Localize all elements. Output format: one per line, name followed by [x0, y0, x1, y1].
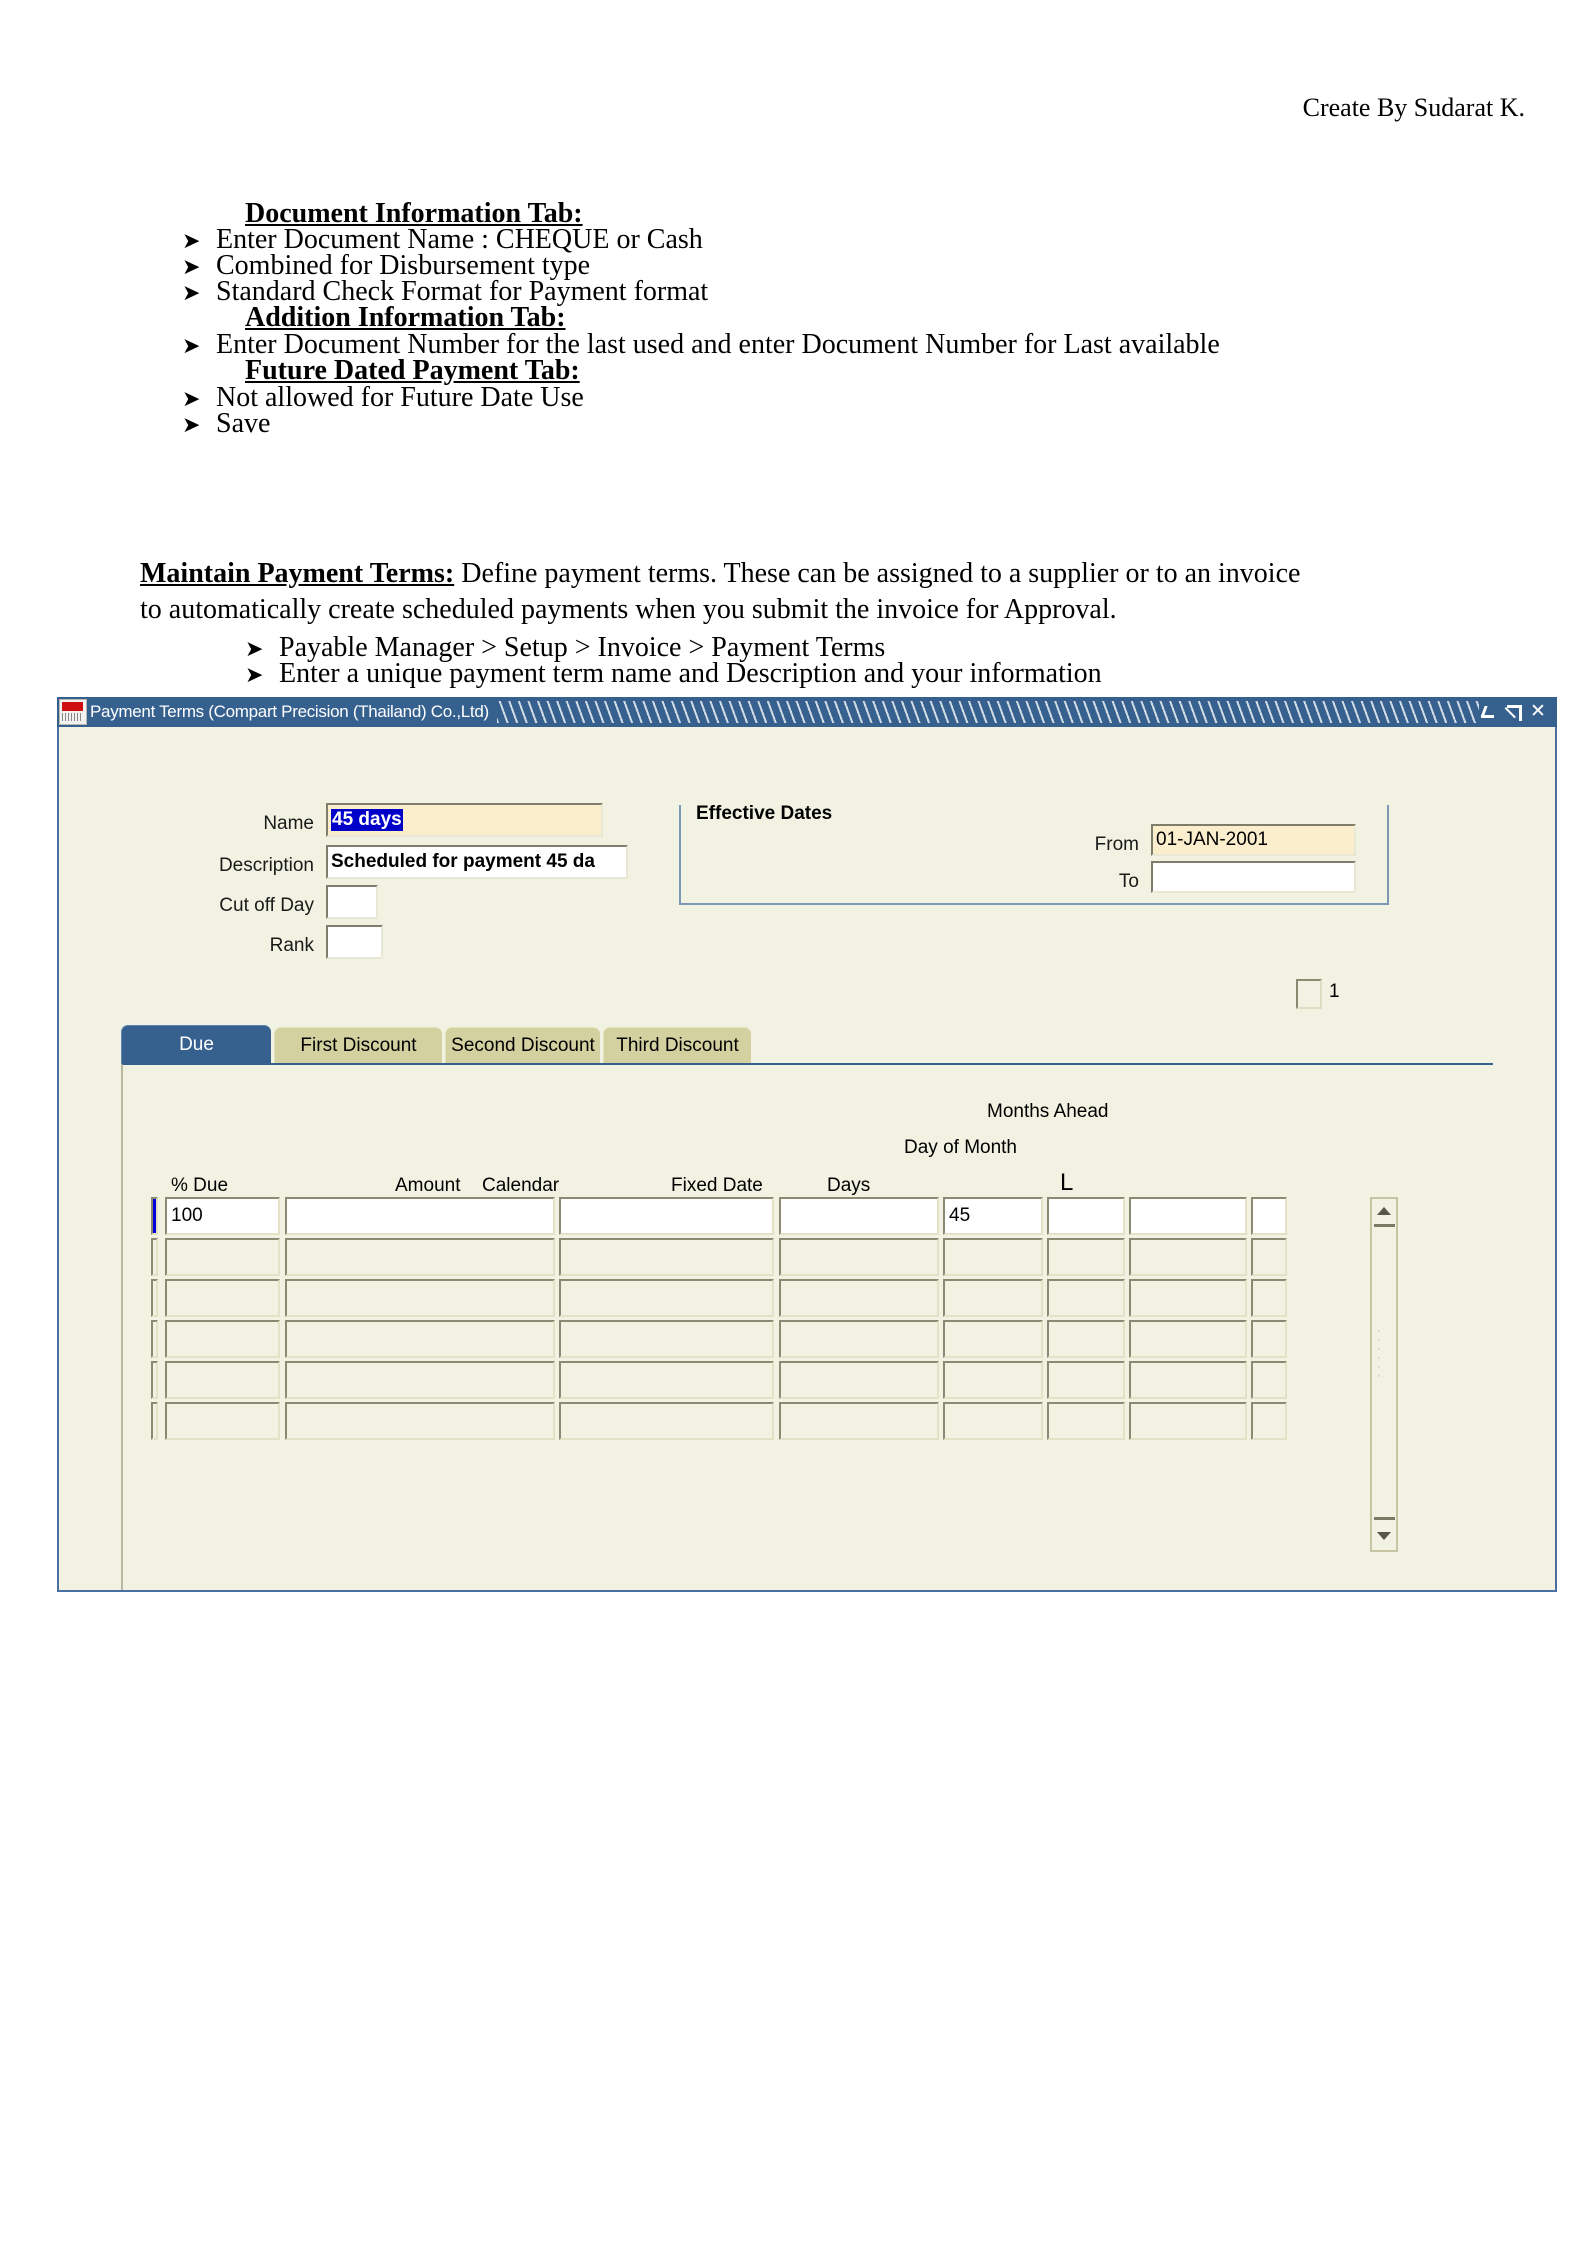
grid-vertical-scrollbar[interactable]	[1370, 1197, 1398, 1552]
grid-cell[interactable]	[1251, 1320, 1287, 1358]
grid-cell[interactable]	[285, 1402, 555, 1440]
column-header-fixed-date: Fixed Date	[671, 1175, 763, 1196]
bullet-text: Combined for Disbursement type	[216, 250, 591, 281]
grid-cell[interactable]	[943, 1279, 1043, 1317]
column-header-percent-due: % Due	[171, 1175, 229, 1196]
grid-cell[interactable]	[1251, 1197, 1287, 1235]
grid-cell[interactable]	[779, 1402, 939, 1440]
grid-cell[interactable]	[943, 1402, 1043, 1440]
effective-to-input[interactable]	[1151, 861, 1356, 893]
window-title: Payment Terms (Compart Precision (Thailand) Co.,Ltd)	[90, 702, 489, 721]
grid-cell[interactable]	[559, 1361, 774, 1399]
to-label: To	[1118, 871, 1139, 892]
form-canvas	[57, 727, 1557, 1592]
tab-second-discount[interactable]: Second Discount	[445, 1027, 600, 1063]
scroll-down-arrow-icon[interactable]	[1373, 1525, 1395, 1547]
bullet-text: Payable Manager > Setup > Invoice > Payment Terms	[279, 632, 886, 663]
bullet-text: Not allowed for Future Date Use	[216, 382, 584, 413]
rank-label: Rank	[269, 935, 314, 956]
scrollbar-top-divider	[1374, 1224, 1395, 1227]
column-header-amount: Amount	[395, 1175, 461, 1196]
grid-cell[interactable]	[285, 1320, 555, 1358]
grid-cell[interactable]	[1129, 1279, 1247, 1317]
record-indicator[interactable]	[151, 1279, 158, 1317]
scrollbar-texture: · ·	[1377, 1361, 1384, 1382]
grid-cell[interactable]	[1251, 1402, 1287, 1440]
payment-term-checkbox-caption: 1	[1329, 981, 1340, 1002]
cut-off-day-label: Cut off Day	[219, 895, 314, 916]
grid-cell[interactable]	[943, 1320, 1043, 1358]
grid-cell[interactable]	[1251, 1238, 1287, 1276]
grid-cell[interactable]	[559, 1197, 774, 1235]
bullet-arrow-icon: ➤	[182, 334, 201, 359]
cut-off-day-input[interactable]	[326, 885, 378, 919]
paragraph-body-line-2: to automatically create scheduled payments when you submit the invoice for Approval.	[140, 594, 1117, 625]
description-label: Description	[218, 855, 314, 876]
heading-addition-information-tab: Addition Information Tab:	[245, 302, 566, 333]
window-control-buttons	[1479, 703, 1557, 721]
day-of-month-caption: Day of Month	[904, 1137, 1017, 1158]
bullet-arrow-icon: ➤	[245, 637, 264, 662]
bullet-item-enter-term	[245, 656, 1102, 694]
window-title-bar[interactable]	[57, 697, 1557, 727]
grid-cell[interactable]	[1047, 1238, 1125, 1276]
from-label: From	[1094, 834, 1139, 855]
effective-dates-group-title: Effective Dates	[691, 803, 837, 825]
record-indicator[interactable]	[151, 1197, 158, 1235]
grid-cell[interactable]	[285, 1197, 555, 1235]
bullet-arrow-icon: ➤	[182, 387, 201, 412]
grid-cell[interactable]	[165, 1238, 280, 1276]
column-header-calendar: Calendar	[482, 1175, 560, 1196]
name-input-value: 45 days	[332, 809, 402, 830]
grid-cell[interactable]	[943, 1361, 1043, 1399]
bullet-arrow-icon: ➤	[182, 413, 201, 438]
grid-cell[interactable]	[1251, 1279, 1287, 1317]
oracle-forms-app-icon	[59, 699, 87, 725]
heading-future-dated-payment-tab: Future Dated Payment Tab:	[245, 355, 580, 386]
maximize-button[interactable]	[1504, 703, 1522, 721]
record-indicator[interactable]	[151, 1238, 158, 1276]
column-header-extra: L	[1060, 1169, 1074, 1196]
grid-cell[interactable]	[559, 1402, 774, 1440]
grid-cell[interactable]	[165, 1361, 280, 1399]
maintain-payment-terms-paragraph	[140, 556, 1490, 592]
grid-cell[interactable]	[1047, 1361, 1125, 1399]
tab-due[interactable]: Due	[121, 1025, 271, 1063]
grid-cell[interactable]	[779, 1361, 939, 1399]
grid-cell[interactable]	[1129, 1361, 1247, 1399]
scroll-up-arrow-icon[interactable]	[1373, 1200, 1395, 1222]
group-tick-left	[679, 805, 681, 815]
bullet-arrow-icon: ➤	[182, 281, 201, 306]
bullet-text: Standard Check Format for Payment format	[216, 276, 709, 307]
tab-third-discount[interactable]: Third Discount	[603, 1027, 751, 1063]
grid-cell[interactable]	[1047, 1279, 1125, 1317]
column-header-days: Days	[827, 1175, 871, 1196]
name-input[interactable]	[326, 803, 603, 837]
bullet-arrow-icon: ➤	[182, 229, 201, 254]
grid-cell[interactable]	[1129, 1402, 1247, 1440]
heading-document-information-tab: Document Information Tab:	[245, 198, 583, 229]
bullet-text: Save	[216, 408, 271, 439]
bullet-text: Enter a unique payment term name and Description and your information	[279, 658, 1102, 689]
grid-cell[interactable]: 100	[165, 1197, 280, 1235]
tab-first-discount[interactable]: First Discount	[274, 1027, 442, 1063]
bullet-text: Enter Document Name : CHEQUE or Cash	[216, 224, 703, 255]
grid-cell[interactable]: 45	[943, 1197, 1043, 1235]
title-bar-hatch-pattern	[497, 701, 1479, 723]
record-indicator[interactable]	[151, 1320, 158, 1358]
scrollbar-texture: · ·	[1377, 1343, 1384, 1364]
grid-cell[interactable]	[779, 1238, 939, 1276]
bullet-arrow-icon: ➤	[245, 663, 264, 688]
rank-input[interactable]	[326, 925, 383, 959]
grid-cell[interactable]	[779, 1197, 939, 1235]
record-indicator[interactable]	[151, 1361, 158, 1399]
grid-cell[interactable]	[285, 1238, 555, 1276]
paragraph-lead: Maintain Payment Terms:	[140, 558, 455, 589]
effective-from-value: 01-JAN-2001	[1156, 829, 1268, 850]
grid-cell[interactable]	[943, 1238, 1043, 1276]
grid-cell[interactable]	[165, 1279, 280, 1317]
grid-cell[interactable]	[779, 1279, 939, 1317]
group-tick-right	[1387, 805, 1389, 815]
grid-cell[interactable]	[1251, 1361, 1287, 1399]
paragraph-body-line-1: Define payment terms. These can be assigned to a supplier or to an invoice	[454, 558, 1301, 589]
scrollbar-bottom-divider	[1374, 1517, 1395, 1520]
close-button[interactable]: ✕	[1530, 701, 1546, 722]
payment-term-checkbox[interactable]	[1296, 979, 1322, 1009]
grid-cell[interactable]	[1129, 1320, 1247, 1358]
grid-cell[interactable]	[1129, 1238, 1247, 1276]
scrollbar-texture: · ·	[1377, 1325, 1384, 1346]
grid-cell[interactable]	[285, 1279, 555, 1317]
grid-cell[interactable]	[165, 1402, 280, 1440]
minimize-button[interactable]	[1479, 703, 1497, 721]
payment-terms-window	[57, 697, 1557, 1592]
grid-cell[interactable]	[285, 1361, 555, 1399]
months-ahead-caption: Months Ahead	[987, 1101, 1109, 1122]
grid-cell[interactable]	[1047, 1320, 1125, 1358]
effective-from-input[interactable]	[1151, 824, 1356, 856]
grid-cell[interactable]	[1129, 1197, 1247, 1235]
document-header-note: Create By Sudarat K.	[1302, 93, 1525, 122]
description-input-value: Scheduled for payment 45 da	[331, 851, 595, 872]
grid-cell[interactable]	[1047, 1197, 1125, 1235]
grid-cell[interactable]	[779, 1320, 939, 1358]
grid-cell[interactable]	[165, 1320, 280, 1358]
grid-cell[interactable]	[559, 1320, 774, 1358]
name-label: Name	[263, 813, 314, 834]
bullet-arrow-icon: ➤	[182, 255, 201, 280]
grid-cell[interactable]	[559, 1238, 774, 1276]
discount-tab-strip	[121, 1025, 751, 1063]
bullet-item	[182, 406, 270, 444]
bullet-text: Enter Document Number for the last used and enter Document Number for Last available	[216, 329, 1220, 360]
record-indicator[interactable]	[151, 1402, 158, 1440]
description-input[interactable]	[326, 845, 628, 879]
grid-cell[interactable]	[559, 1279, 774, 1317]
grid-cell[interactable]	[1047, 1402, 1125, 1440]
